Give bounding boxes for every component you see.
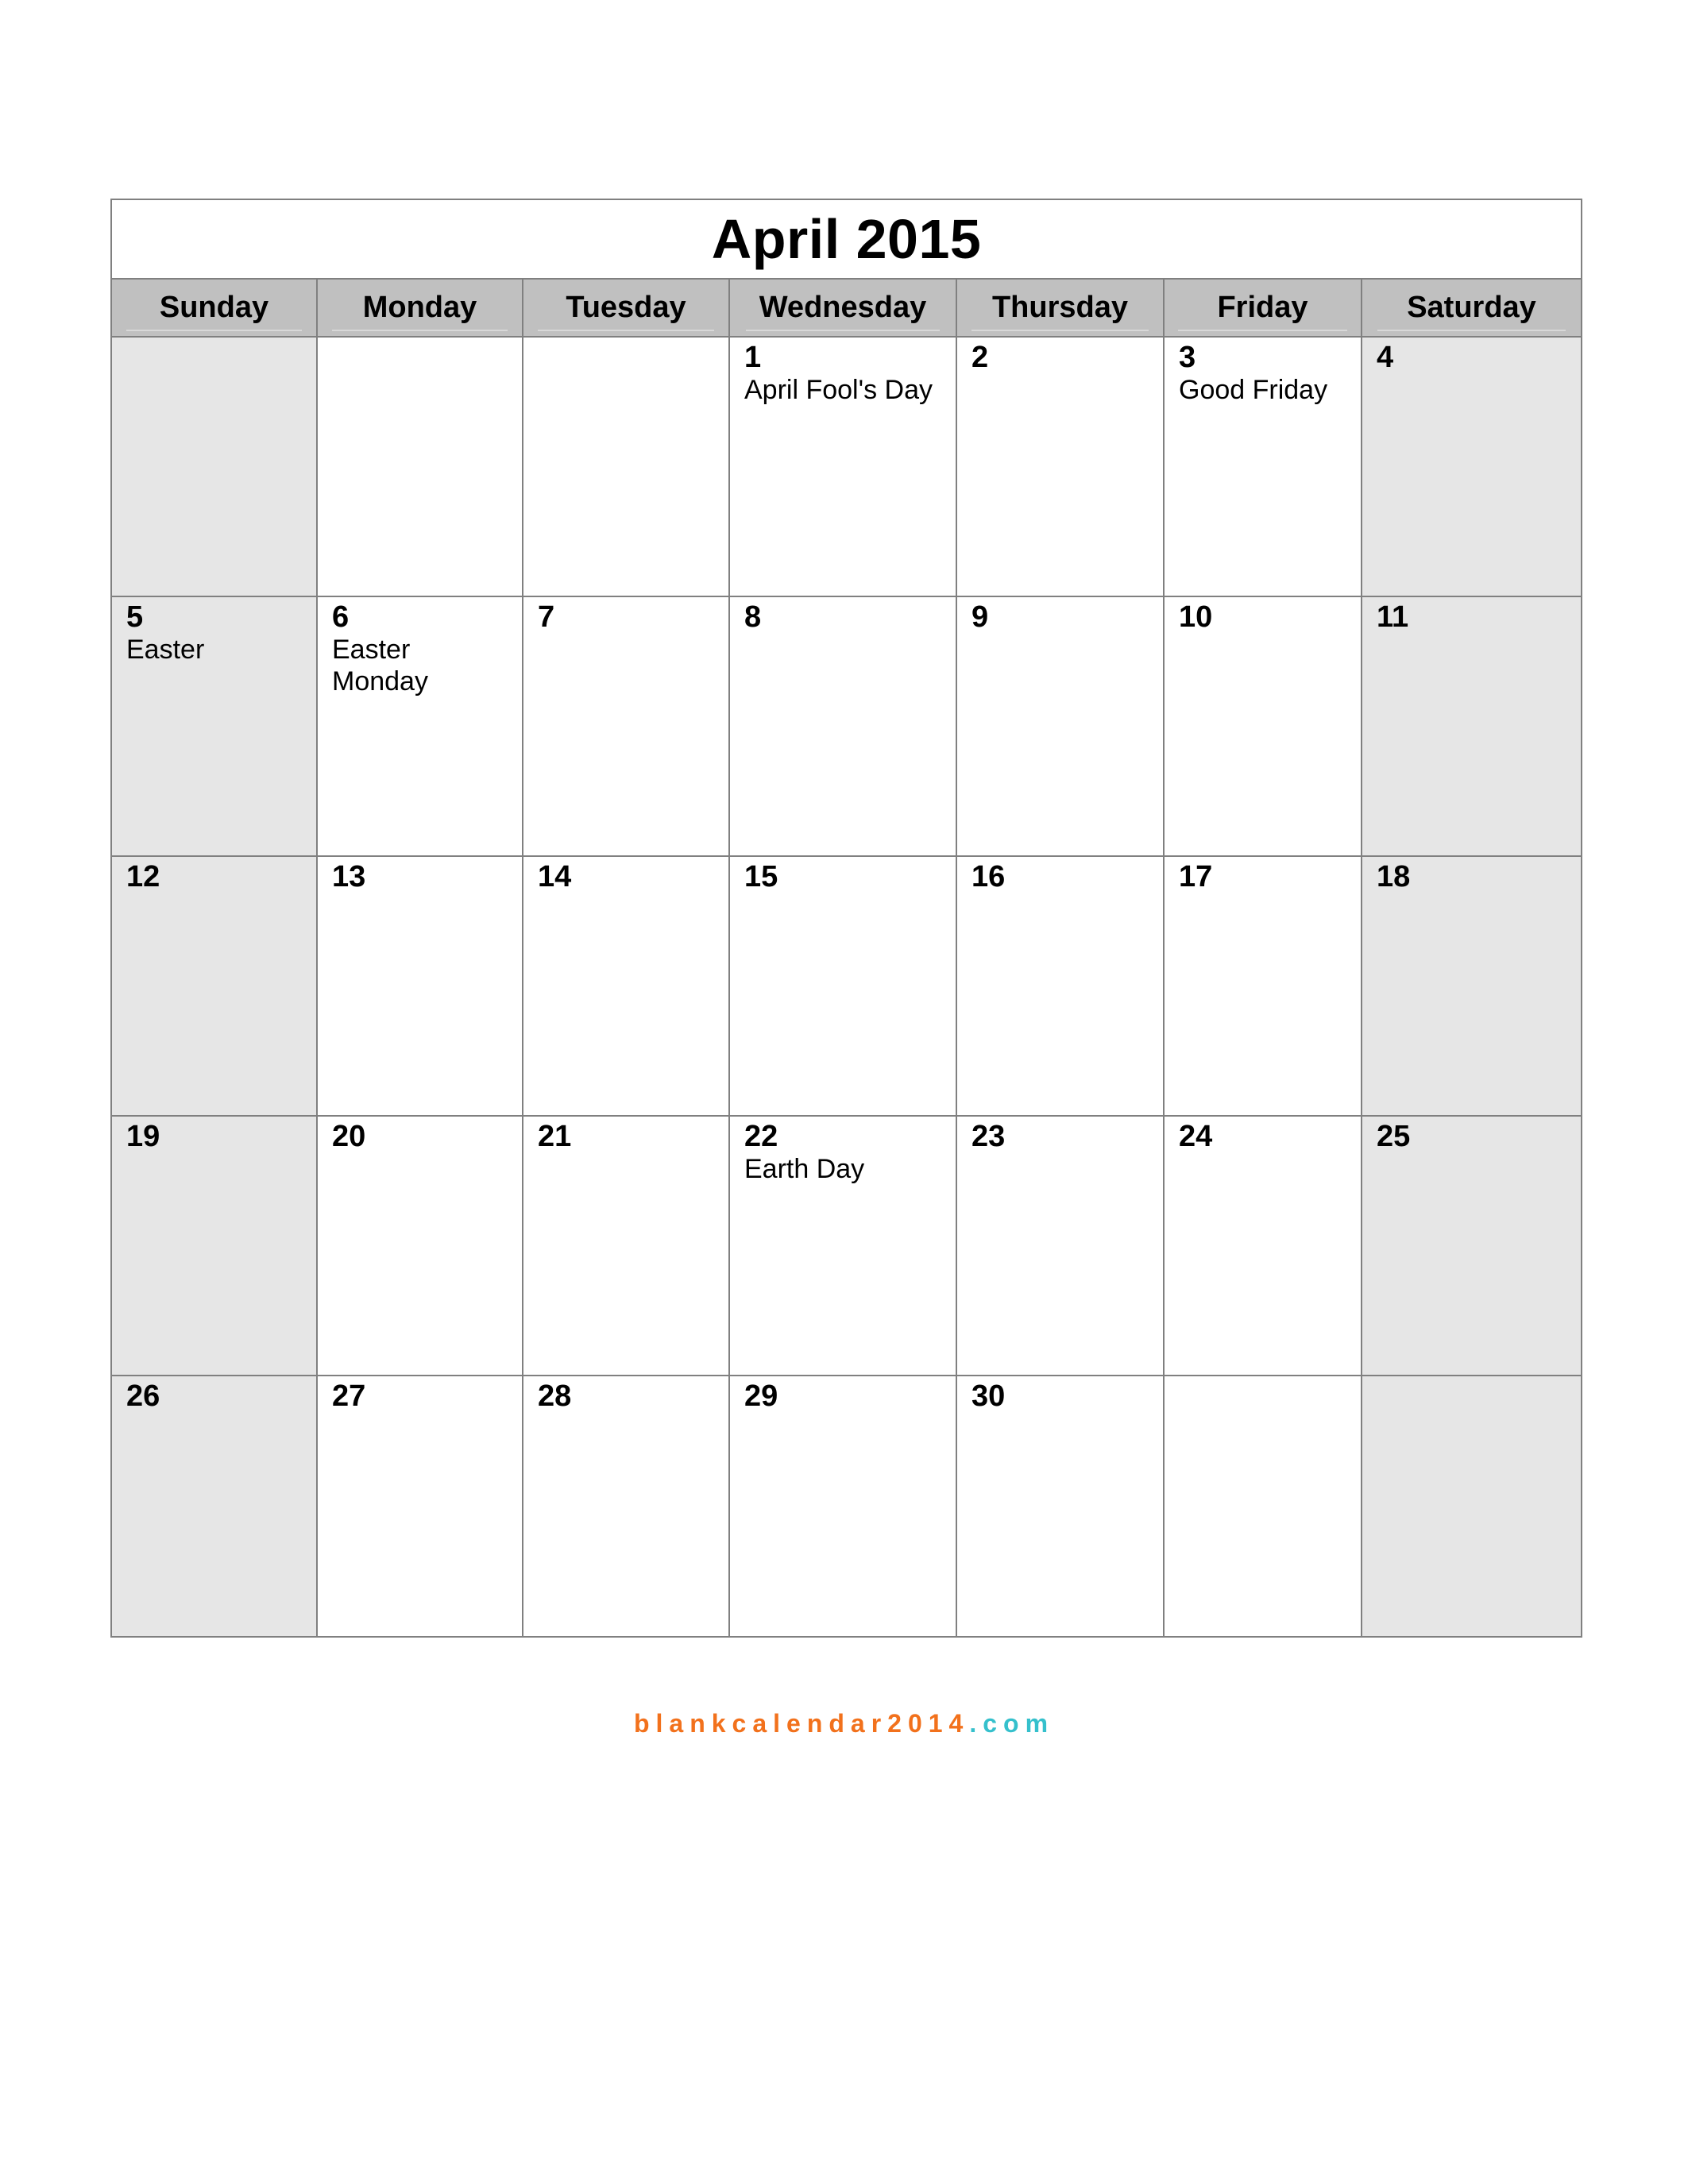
day-cell <box>730 857 957 1117</box>
day-cell <box>1362 857 1581 1117</box>
weekday-header-wednesday <box>730 280 957 338</box>
day-cell <box>523 1117 730 1376</box>
day-number: 15 <box>744 860 778 893</box>
day-number: 7 <box>538 600 555 634</box>
weekday-header-monday <box>318 280 523 338</box>
day-cell <box>318 1117 523 1376</box>
day-number <box>1377 1379 1581 1413</box>
day-number: 28 <box>538 1379 572 1413</box>
day-cell <box>112 338 318 597</box>
day-number: 11 <box>1377 600 1409 634</box>
day-number: 6 <box>332 600 350 634</box>
day-event: Good Friday <box>1179 375 1328 405</box>
day-cell <box>1165 338 1362 597</box>
day-cell <box>730 597 957 857</box>
day-number: 29 <box>744 1379 778 1413</box>
day-number: 9 <box>971 600 989 634</box>
day-number: 10 <box>1179 600 1213 634</box>
site-footer[interactable] <box>0 1709 1688 1738</box>
day-number: 23 <box>971 1120 1006 1153</box>
footer-site-tld[interactable]: .com <box>969 1709 1055 1738</box>
day-cell <box>523 857 730 1117</box>
day-cell <box>1165 1117 1362 1376</box>
day-cell <box>957 1376 1165 1636</box>
day-number: 17 <box>1179 860 1213 893</box>
weekday-header-tuesday <box>523 280 730 338</box>
day-cell <box>318 338 523 597</box>
weekday-header-saturday <box>1362 280 1581 338</box>
day-number: 30 <box>971 1379 1006 1413</box>
weekday-header-friday <box>1165 280 1362 338</box>
day-number: 3 <box>1179 341 1196 374</box>
day-cell <box>957 338 1165 597</box>
day-number: 12 <box>126 860 160 893</box>
day-cell <box>1362 1376 1581 1636</box>
day-cell <box>1165 597 1362 857</box>
day-cell <box>318 597 523 857</box>
weekday-label: Saturday <box>1377 284 1566 331</box>
day-number: 27 <box>332 1379 366 1413</box>
day-number: 21 <box>538 1120 572 1153</box>
day-cell <box>1362 597 1581 857</box>
day-cell <box>957 1117 1165 1376</box>
weekday-header-sunday <box>112 280 318 338</box>
day-number <box>126 341 316 374</box>
day-number: 26 <box>126 1379 160 1413</box>
day-cell <box>112 1376 318 1636</box>
day-number: 25 <box>1377 1120 1411 1153</box>
weekday-header-thursday <box>957 280 1165 338</box>
day-event: Easter Monday <box>332 635 428 696</box>
day-number: 16 <box>971 860 1006 893</box>
day-number <box>1179 1379 1361 1413</box>
day-event: Easter <box>126 635 205 665</box>
day-cell <box>523 1376 730 1636</box>
day-cell <box>112 597 318 857</box>
day-number: 8 <box>744 600 762 634</box>
day-number: 24 <box>1179 1120 1213 1153</box>
day-cell <box>1362 1117 1581 1376</box>
day-number: 13 <box>332 860 366 893</box>
weekday-label: Monday <box>332 284 508 331</box>
calendar-grid <box>112 280 1581 1636</box>
day-number: 14 <box>538 860 572 893</box>
day-event: April Fool's Day <box>744 375 933 405</box>
day-cell <box>318 1376 523 1636</box>
calendar <box>110 199 1582 1638</box>
footer-site-name[interactable]: blankcalendar2014 <box>633 1709 970 1738</box>
day-cell <box>730 1376 957 1636</box>
day-number: 19 <box>126 1120 160 1153</box>
weekday-label: Friday <box>1178 284 1346 331</box>
weekday-label: Wednesday <box>746 284 940 331</box>
weekday-label: Tuesday <box>538 284 714 331</box>
day-cell <box>1362 338 1581 597</box>
day-cell <box>730 1117 957 1376</box>
day-cell <box>112 857 318 1117</box>
day-cell <box>1165 857 1362 1117</box>
day-number <box>332 341 522 374</box>
day-cell <box>112 1117 318 1376</box>
day-cell <box>957 857 1165 1117</box>
day-number: 18 <box>1377 860 1411 893</box>
day-number <box>538 341 728 374</box>
day-event: Earth Day <box>744 1154 865 1184</box>
day-cell <box>523 597 730 857</box>
day-number: 20 <box>332 1120 366 1153</box>
day-number: 2 <box>971 341 989 374</box>
day-number: 22 <box>744 1120 778 1153</box>
weekday-label: Thursday <box>971 284 1149 331</box>
day-cell <box>523 338 730 597</box>
day-cell <box>1165 1376 1362 1636</box>
weekday-label: Sunday <box>126 284 302 331</box>
day-number: 5 <box>126 600 144 634</box>
day-cell <box>957 597 1165 857</box>
day-cell <box>318 857 523 1117</box>
day-number: 1 <box>744 341 762 374</box>
calendar-title: April 2015 <box>112 200 1581 280</box>
day-cell <box>730 338 957 597</box>
day-number: 4 <box>1377 341 1394 374</box>
